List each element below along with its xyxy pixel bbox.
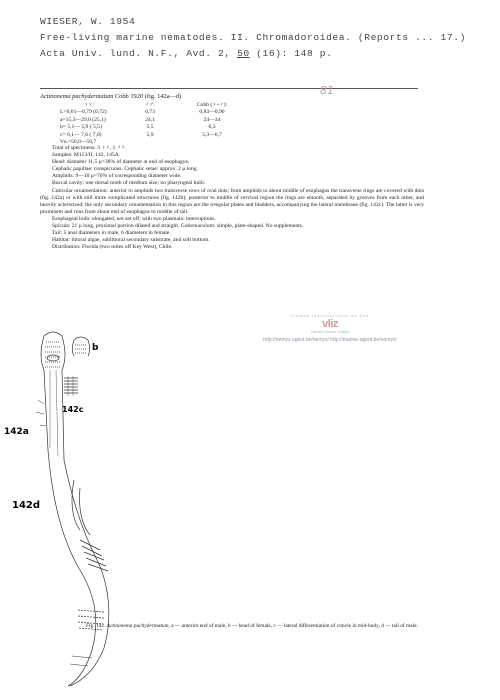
label-142d: 142d	[12, 500, 41, 511]
table-row	[56, 132, 246, 139]
text-paragraph: Esophageal bulb: elongated, not set off, with two plasmatic interruptions.	[52, 215, 216, 222]
table-cell: 5,3—6,7	[202, 131, 222, 138]
header-journal	[40, 48, 332, 59]
text-paragraph: Tail: 5 anal diameters in male, 6 diameters in female.	[52, 230, 171, 237]
figure-142d-tail	[48, 450, 109, 686]
table-cell: 6,3	[208, 124, 216, 131]
species-name: Actinonema pachydermatum	[40, 93, 114, 100]
header-author-year: WIESER, W. 1954	[40, 16, 136, 27]
watermark-url: http://nemys.ugent.be/nemys/ http://marine-agent.be/nemys/	[263, 337, 397, 343]
figure-142b-head	[73, 337, 90, 356]
label-142c: 142c	[62, 405, 84, 414]
figure-caption	[86, 623, 426, 630]
text-paragraph: Total of specimens: 3 ♀♀, 1 ♂♂.	[52, 145, 127, 151]
col-header-males: ♂♂:	[145, 102, 155, 108]
table-cell: c= 6,1— 7,6 ( 7,0)	[60, 131, 102, 138]
vliz-watermark	[250, 313, 410, 343]
table-cell: L=0,61—0,79 (0,72)	[60, 109, 107, 116]
text-paragraph: Cephalic papillae: conspicuous. Cephalic setae: approx. 2 μ long.	[52, 166, 199, 173]
watermark-institute: Vlaams Instituut voor de Zee	[290, 313, 370, 318]
table-cell: 24—34	[203, 116, 221, 123]
label-b: b	[92, 343, 99, 353]
watermark-subtitle: Flanders Marine Institute	[310, 330, 350, 334]
text-paragraph: Cuticular ornamentation: anterior to amphids two transverse rows of oval dots; from amphids to about middle of esophagus the transverse rings are covered with dots (fig. 142a) or with still more complicated structures (fig. 142b); posterior to middle of cervical region the rings are smooth, separated by grooves from each other, and heavily sclerotized; the only secondary ornamentation in this region are the irregular plates and bladders, accompanying the lateral membrane (fig. 142c). The latter is very prominent and runs from about end of esophagus to middle of tail.	[40, 187, 424, 215]
table-row	[56, 124, 246, 131]
caption-text: , a — anterior end of male, b — head of female, c — lateral differentiation of cuticle in mid-body, d — tail of male.	[168, 623, 418, 629]
header-journal-prefix: Acta Univ. lund. N.F., Avd. 2,	[40, 48, 238, 59]
caption-species: Actinonema pachydermatum	[106, 623, 169, 629]
header-journal-suffix: (16): 148 p.	[249, 48, 333, 59]
separator-rule	[40, 88, 418, 89]
species-authority: Cobb 1920 (fig. 142a—d)	[113, 93, 182, 100]
col-header-females: ♀♀:	[84, 102, 94, 108]
header-journal-volume: 50	[237, 48, 250, 59]
figure-142c-cuticle	[64, 376, 78, 396]
table-cell: a=15,3—29,0 (25,1)	[60, 116, 106, 123]
table-cell: 5,5	[146, 124, 154, 131]
text-paragraph: Head: diameter 11,5 μ=38% of diameter at end of esophagus.	[52, 159, 190, 166]
table-cell: 5,9	[146, 131, 154, 138]
nematode-figure	[0, 330, 200, 690]
text-paragraph: Habitat: littoral algae, sublittoral secondary substrate, and soft bottom.	[52, 237, 210, 244]
table-cell: b= 5,1— 5,9 ( 5,5)	[60, 124, 102, 131]
species-description	[40, 145, 424, 251]
figure-142a-anterior-end	[36, 332, 65, 460]
text-paragraph: Buccal cavity: one dorsal tooth of medium size; no pharyngeal bulb.	[52, 180, 206, 187]
table-cell: 24,1	[145, 116, 155, 123]
handwritten-page-number: 81	[320, 84, 334, 97]
header-title: Free-living marine nematodes. II. Chromadoroidea. (Reports ... 17.)	[40, 32, 466, 43]
table-cell: 0,73	[145, 109, 155, 116]
species-title	[40, 93, 181, 100]
label-142a: 142a	[4, 427, 29, 437]
vliz-logo: vliz	[322, 318, 338, 330]
table-row	[56, 109, 246, 116]
figure-labels	[4, 343, 99, 511]
measurements-table	[56, 102, 246, 146]
col-header-cobb: Cobb (♀+♂):	[196, 102, 228, 108]
text-paragraph: Samples: M113/II, 142, 145A.	[52, 152, 121, 159]
text-paragraph: Distribution: Florida (two miles off Key West), Chile.	[52, 244, 173, 251]
text-paragraph: Amphids: 9—10 μ=70% of corresponding diameter wide.	[52, 173, 182, 180]
text-paragraph: Spicula: 21 μ long, proximal portion dilated and straight. Gubernaculum: simple, plate-shaped. No supplements.	[52, 223, 304, 230]
table-cell: Vu.=50,0—50,7	[60, 139, 97, 146]
caption-prefix: Fig. 142.	[86, 623, 107, 629]
table-cell: 0,83—0,90	[199, 109, 225, 116]
